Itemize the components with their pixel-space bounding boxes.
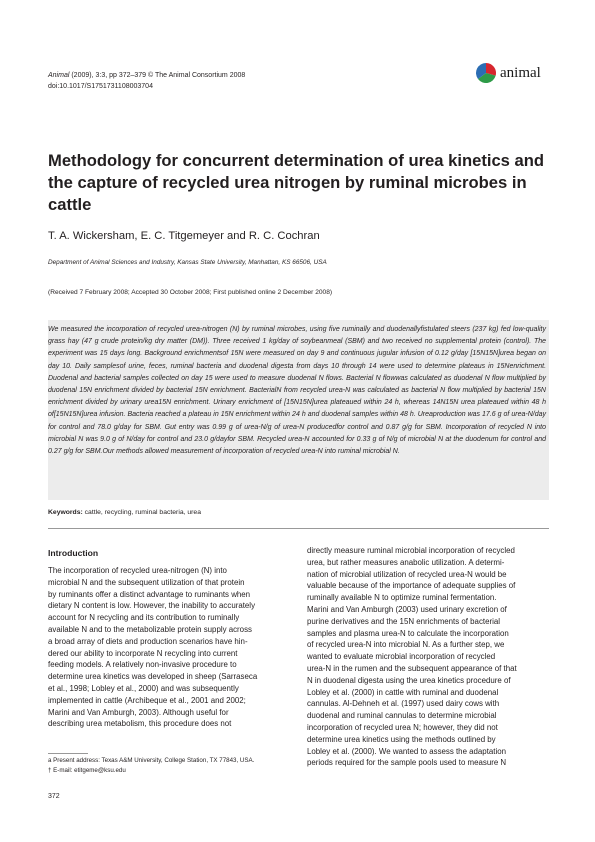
text-line: duodenal and ruminal cannulas to determine microbial xyxy=(307,711,497,721)
authors xyxy=(48,230,320,242)
text-line: microbial N and the subsequent utilization of that protein xyxy=(48,577,245,587)
text-line: Marini and Van Amburgh, 2003). Although useful for xyxy=(48,707,229,717)
body-column-left xyxy=(48,565,290,730)
text-line: N in duodenal digesta using the urea kinetics procedure of xyxy=(307,675,511,685)
text-line: purine derivatives and the 15N enrichments of bacterial xyxy=(307,616,500,626)
text-line: directly measure ruminal microbial incorporation of recycled xyxy=(307,546,515,555)
text-line: of recycled urea-N into microbial N. As a further step, we xyxy=(307,640,505,650)
authors-text: T. A. Wickersham, E. C. Titgemeyer and R. C. Cochran xyxy=(48,230,320,242)
text-line: implemented in cattle (Archibeque et al., 2001 and 2002; xyxy=(48,695,246,705)
citation-line xyxy=(48,70,245,81)
text-line: samples and plasma urea-N to calculate the incorporation xyxy=(307,628,509,638)
text-line: fistulated steers (237 kg) fed low-quality grass hay (47 g crude protein/kg dry matter (DM)). Three received 1 kg/day of soybean xyxy=(48,326,547,346)
text-line: incorporation of recycled urea N; however, they did not xyxy=(307,722,498,732)
text-line: ruminally available N to optimize ruminal fermentation. xyxy=(307,593,497,603)
text-line: Lobley et al. (2000). We wanted to assess the adaptation xyxy=(307,746,506,756)
text-line: was calculated as duodenal N flow multiplied by duodenal 15N enrichment divided by bacterial 15N enrichment. Bacterial xyxy=(48,374,547,395)
text-line: dietary N content is low. However, the inability to accurately xyxy=(48,601,256,611)
text-line: account for N recycling and its contribution to ruminally xyxy=(48,613,240,623)
text-line: valuable because of the importance of adequate supplies of xyxy=(307,581,516,591)
journal-name: Animal xyxy=(48,72,70,79)
text-line: a broad array of diets and production scenarios have hin- xyxy=(48,636,248,646)
abstract-box xyxy=(48,320,549,500)
text-line: urea, but rather measures anabolic utilization. A determi- xyxy=(307,557,505,567)
section-divider xyxy=(48,528,549,529)
text-line: cannulas. Al-Dehneh et al. (1997) used dairy cows with xyxy=(307,699,500,709)
keywords xyxy=(48,509,201,516)
text-line: of 15N were measured on day 9 and continuous jugular infusion of 0.12 g/day [15N15N]urea began on day 10. Daily samples xyxy=(48,350,546,370)
abstract-text xyxy=(48,324,546,458)
text-line: by ruminants offer a distinct advantage to ruminants when xyxy=(48,589,251,599)
footnote-email: † E-mail: etitgeme@ksu.edu xyxy=(48,767,126,774)
text-line: of urine, feces, ruminal bacteria and duodenal digesta from days 10 through 14 were used to determine plateaus in 15N xyxy=(119,362,510,370)
text-line: Our methods allowed measurement of incorporation of recycled urea-N into ruminal microbial N. xyxy=(102,448,400,456)
journal-logo xyxy=(475,61,555,85)
text-line: urea-N in the rumen and the subsequent appearance of that xyxy=(307,663,517,673)
footnote-divider xyxy=(48,753,88,754)
text-line: for SBM. Recycled urea-N accounted for 0.33 g of N/g of microbial N at the duodenum for control and 0.27 g/g for SBM. xyxy=(48,435,546,456)
text-line: meal (SBM) and two received no supplemental protein (control). The experiment was 15 days long. Background enrichments xyxy=(48,338,547,358)
text-line: periods required for the sample pools used to measure N xyxy=(307,758,507,768)
text-line: available N and to the metabolizable protein supply across xyxy=(48,624,252,634)
text-line: Marini and Van Amburgh (2003) used urinary excretion of xyxy=(307,604,507,614)
page-number: 372 xyxy=(48,793,60,800)
logo-text: animal xyxy=(500,64,541,81)
text-line: for control and 0.87 g/g for SBM. Incorporation of recycled N into microbial N was 9.0 g of N/day for control and 23.0 g/day xyxy=(48,423,547,443)
logo-circle-icon xyxy=(475,62,497,84)
keywords-label: Keywords: xyxy=(48,509,83,516)
text-line: et al., 1998; Lobley et al., 2000) and was subsequently xyxy=(48,683,239,693)
footnote-present-address: a Present address: Texas A&M University, College Station, TX 77843, USA. xyxy=(48,757,255,764)
text-line: N from recycled urea-N was calculated as bacterial N flow multiplied by bacterial 15N enrichment divided by urinary urea xyxy=(48,387,546,407)
text-line: feeding models. A relatively non-invasive procedure to xyxy=(48,660,237,670)
text-line: [15N15N]urea infusion. Bacteria reached a plateau in 15N enrichment within 24 h and duodenal samples within 48 h. Urea xyxy=(53,411,433,419)
received-dates: (Received 7 February 2008; Accepted 30 October 2008; First published online 2 December 2008) xyxy=(48,289,333,296)
text-line: 15N enrichment. Urinary enrichment of [15N15N]urea plateaued within 24 h, whereas 14N15N urea plateaued within 48 h of xyxy=(48,399,547,419)
text-line: production was 17.6 g of urea-N/day for control and 78.0 g/day for SBM. Gut entry was 0.99 g of urea-N/g of urea-N produced xyxy=(48,411,546,431)
doi: doi:10.1017/S1751731108003704 xyxy=(48,83,153,90)
text-line: describing urea metabolism, this procedure does not xyxy=(48,719,232,729)
text-line: nation of microbial utilization of recycled urea-N would be xyxy=(307,569,507,579)
text-line: We measured the incorporation of recycled urea-nitrogen (N) by ruminal microbes, using five ruminally and duodenally xyxy=(48,326,421,333)
text-line: wanted to evaluate microbial incorporation of recycled xyxy=(307,652,496,662)
affiliation: Department of Animal Sciences and Industry, Kansas State University, Manhattan, KS 66506, USA xyxy=(48,259,327,266)
keywords-text: cattle, recycling, ruminal bacteria, urea xyxy=(82,509,201,516)
body-column-right xyxy=(307,545,549,769)
citation-block xyxy=(48,70,245,92)
text-line: dered our ability to incorporate N recycling into current xyxy=(48,648,238,658)
text-line: determine urea kinetics using the methods outlined by xyxy=(307,734,496,744)
text-line: determine urea kinetics was developed in sheep (Sarraseca xyxy=(48,672,258,682)
citation-details: (2009), 3:3, pp 372–379 © The Animal Consortium 2008 xyxy=(69,72,246,79)
section-heading-introduction: Introduction xyxy=(48,548,99,558)
text-line: The incorporation of recycled urea-nitrogen (N) into xyxy=(48,566,227,575)
article-title: Methodology for concurrent determination of urea kinetics and the capture of recycled urea nitrogen by ruminal microbes in cattle xyxy=(48,151,545,214)
text-line: Lobley et al. (2000) in cattle with ruminal and duodenal xyxy=(307,687,499,697)
text-line: enrichment. Duodenal and bacterial samples collected on day 15 were used to measure duodenal N flows. Bacterial N flow xyxy=(48,362,547,382)
